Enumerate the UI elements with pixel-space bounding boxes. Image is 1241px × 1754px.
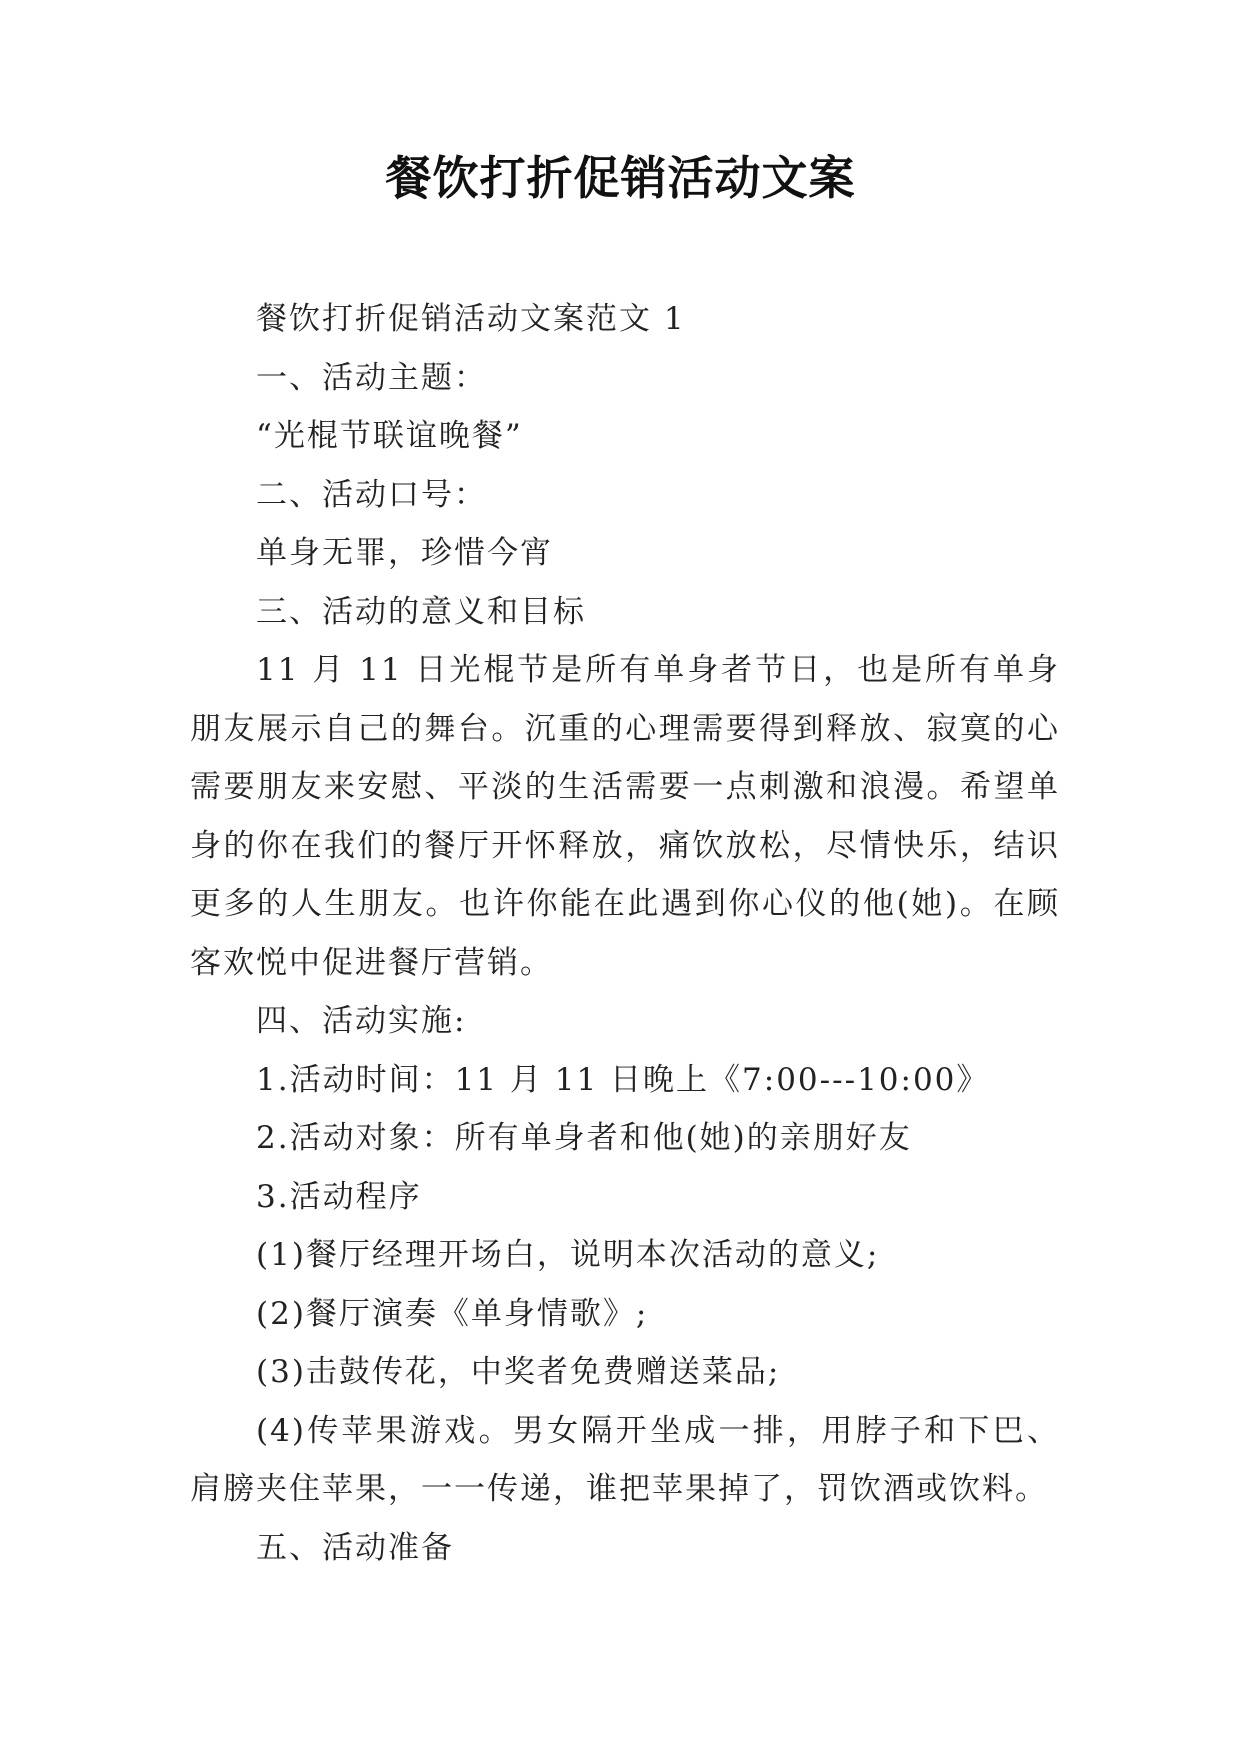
slogan-text: 单身无罪，珍惜今宵 <box>256 535 553 571</box>
section-heading-slogan: 二、活动口号： <box>256 476 487 513</box>
program-step-3: (3)击鼓传花，中奖者免费赠送菜品; <box>256 1354 781 1390</box>
theme-text: “光棍节联谊晚餐” <box>256 418 523 454</box>
list-item-program: 3.活动程序 <box>256 1178 422 1215</box>
program-step-4: (4)传苹果游戏。男女隔开坐成一排，用脖子和下巴、肩膀夹住苹果，一一传递，谁把苹果掉了，罚饮酒或饮料。 <box>190 1412 1060 1507</box>
goals-paragraph: 11 月 11 日光棍节是所有单身者节日，也是所有单身朋友展示自己的舞台。沉重的心理需要得到释放、寂寞的心需要朋友来安慰、平淡的生活需要一点刺激和浪漫。希望单身的你在我们的餐厅开怀释放，痛饮放松，尽情快乐，结识更多的人生朋友。也许你能在此遇到你心仪的他(她)。在顾客欢悦中促进餐厅营销。 <box>190 652 1060 981</box>
list-item-audience: 2.活动对象：所有单身者和他(她)的亲朋好友 <box>256 1120 912 1156</box>
list-item-time: 1.活动时间：11 月 11 日晚上《7:00---10:00》 <box>256 1061 990 1098</box>
program-step-2: (2)餐厅演奏《单身情歌》; <box>256 1295 649 1332</box>
document-title: 餐饮打折促销活动文案 <box>385 151 856 205</box>
section-heading-goals: 三、活动的意义和目标 <box>256 593 586 630</box>
section-heading-preparation: 五、活动准备 <box>256 1529 454 1566</box>
section-heading-fanwen: 餐饮打折促销活动文案范文 1 <box>256 301 686 337</box>
document-body <box>190 290 1060 1577</box>
program-step-1: (1)餐厅经理开场白，说明本次活动的意义; <box>256 1237 880 1273</box>
section-heading-implementation: 四、活动实施: <box>256 1003 467 1039</box>
section-heading-theme: 一、活动主题： <box>256 359 487 396</box>
